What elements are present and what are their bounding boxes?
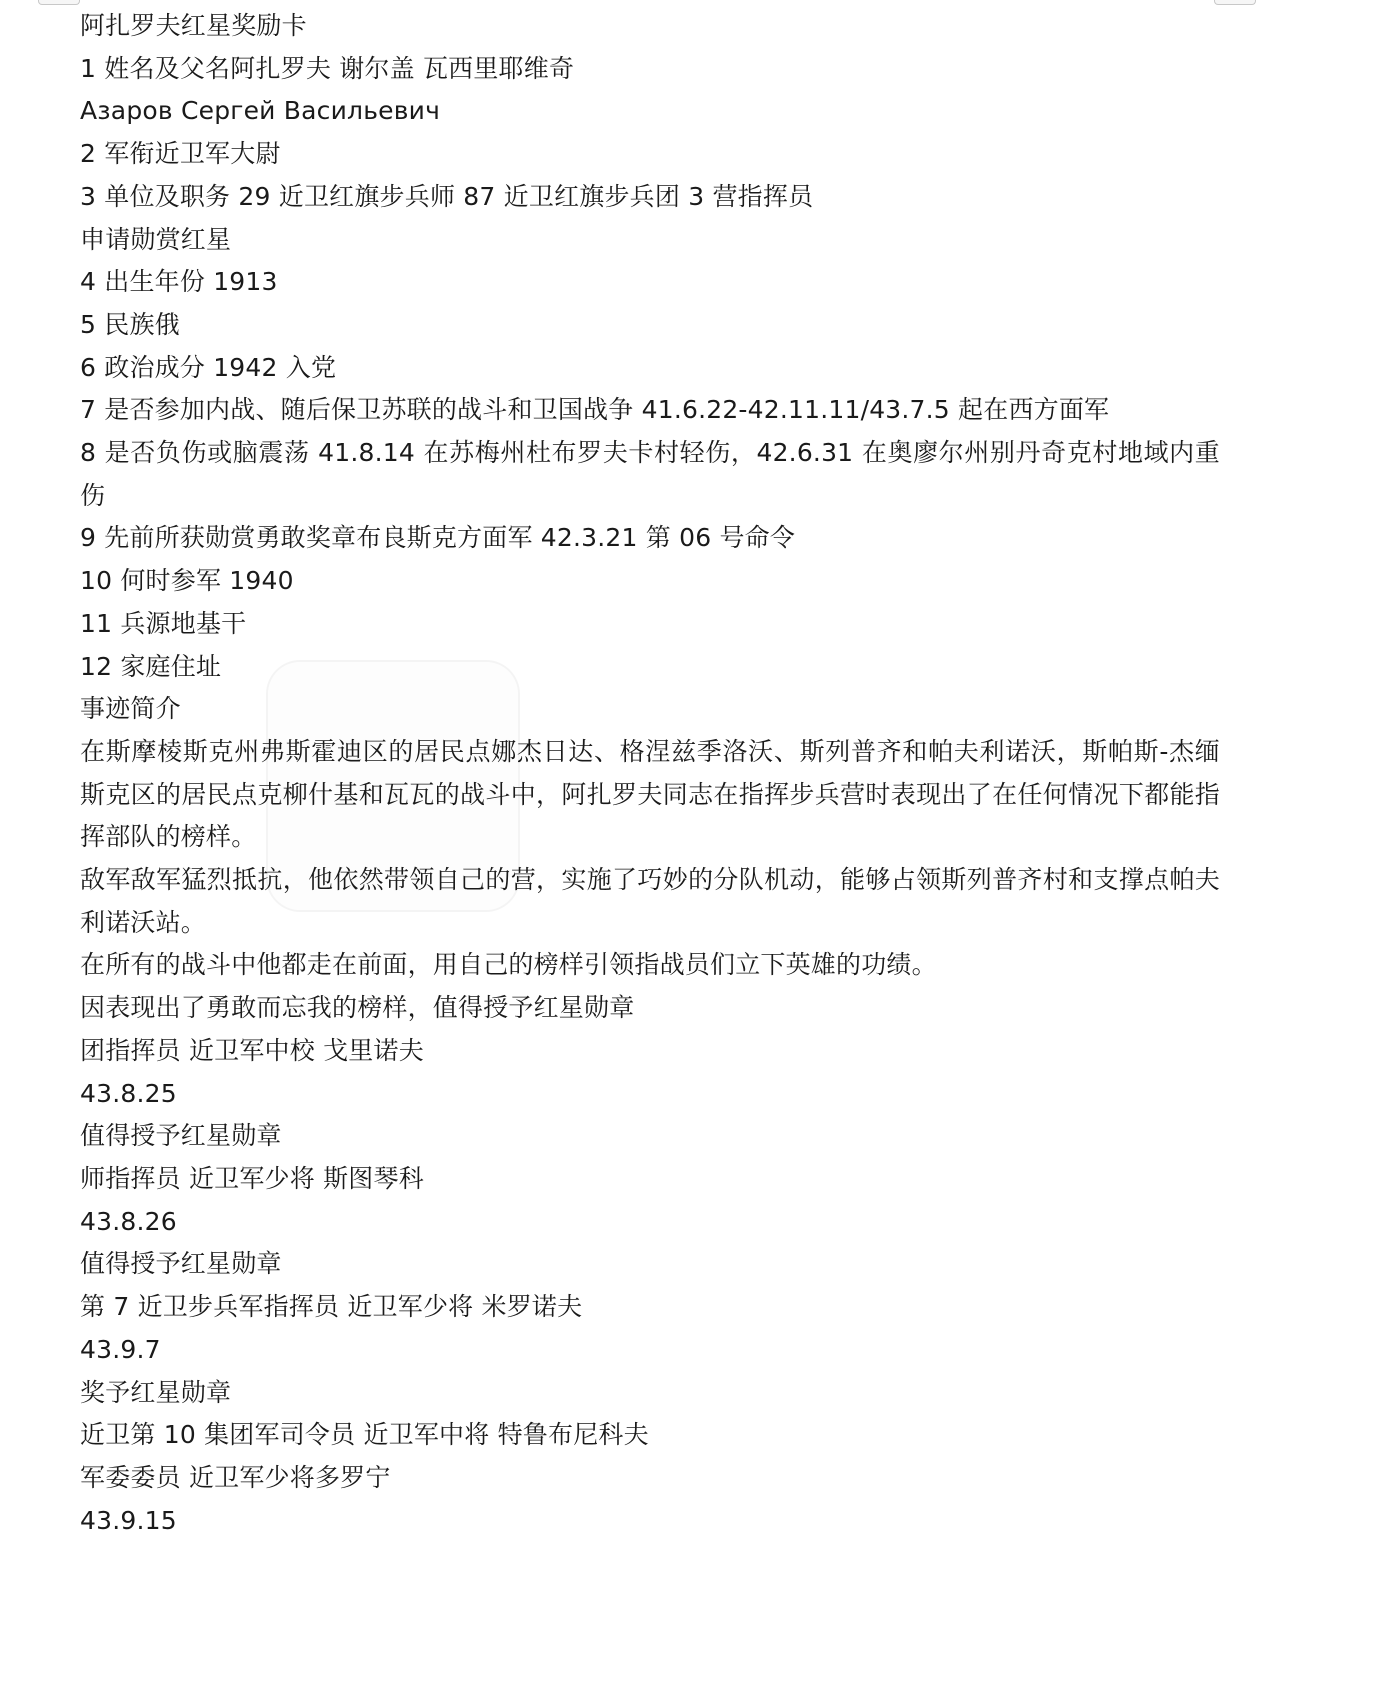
section-heading-summary: 事迹简介 [80,694,181,724]
field-birth-year: 4 出生年份 1913 [80,267,278,297]
award-card-document [80,5,1220,1542]
signature-military-council: 军委委员 近卫军少将多罗宁 [80,1462,391,1492]
field-enlistment: 10 何时参军 1940 [80,566,294,596]
signature-division: 师指挥员 近卫军少将 斯图琴科 [80,1163,424,1193]
summary-conclusion: 因表现出了勇敢而忘我的榜样，值得授予红星勋章 [80,993,635,1023]
award-decision: 奖予红星勋章 [80,1377,232,1407]
summary-paragraph-2: 敌军敌军猛烈抵抗，他依然带领自己的营，实施了巧妙的分队机动，能够占领斯列普齐村和支撑点帕夫利诺沃站。 [80,865,1220,937]
summary-paragraph-3: 在所有的战斗中他都走在前面，用自己的榜样引领指战员们立下英雄的功绩。 [80,950,937,980]
field-previous-awards: 9 先前所获勋赏勇敢奖章布良斯克方面军 42.3.21 第 06 号命令 [80,523,796,553]
date-division: 43.8.26 [80,1206,177,1236]
field-address: 12 家庭住址 [80,651,222,681]
field-service: 7 是否参加内战、随后保卫苏联的战斗和卫国战争 41.6.22-42.11.11/43.7.5 起在西方面军 [80,395,1110,425]
date-regiment: 43.8.25 [80,1078,177,1108]
award-request: 申请勋赏红星 [80,224,232,254]
date-corps: 43.9.7 [80,1334,161,1364]
approval-corps: 值得授予红星勋章 [80,1249,282,1279]
date-army: 43.9.15 [80,1505,177,1535]
approval-division: 值得授予红星勋章 [80,1121,282,1151]
field-name: 1 姓名及父名阿扎罗夫 谢尔盖 瓦西里耶维奇 [80,53,575,83]
field-origin: 11 兵源地基干 [80,608,247,638]
field-unit: 3 单位及职务 29 近卫红旗步兵师 87 近卫红旗步兵团 3 营指挥员 [80,181,814,211]
field-party: 6 政治成分 1942 入党 [80,352,337,382]
field-name-russian: Азаров Сергей Васильевич [80,96,441,126]
field-nationality: 5 民族俄 [80,309,180,339]
field-rank: 2 军衔近卫军大尉 [80,139,281,169]
top-left-corner-mark [38,0,80,5]
summary-paragraph-1: 在斯摩棱斯克州弗斯霍迪区的居民点娜杰日达、格涅兹季洛沃、斯列普齐和帕夫利诺沃，斯帕斯-杰缅斯克区的居民点克柳什基和瓦瓦的战斗中，阿扎罗夫同志在指挥步兵营时表现出了在任何情况下都能指挥部队的榜样。 [80,736,1220,852]
signature-regiment: 团指挥员 近卫军中校 戈里诺夫 [80,1035,424,1065]
document-title: 阿扎罗夫红星奖励卡 [80,11,307,40]
field-wounds: 8 是否负伤或脑震荡 41.8.14 在苏梅州杜布罗夫卡村轻伤，42.6.31 在奥廖尔州别丹奇克村地域内重伤 [80,438,1220,510]
signature-army-commander: 近卫第 10 集团军司令员 近卫军中将 特鲁布尼科夫 [80,1420,649,1450]
signature-corps: 第 7 近卫步兵军指挥员 近卫军少将 米罗诺夫 [80,1292,583,1322]
top-right-corner-mark [1214,0,1256,5]
